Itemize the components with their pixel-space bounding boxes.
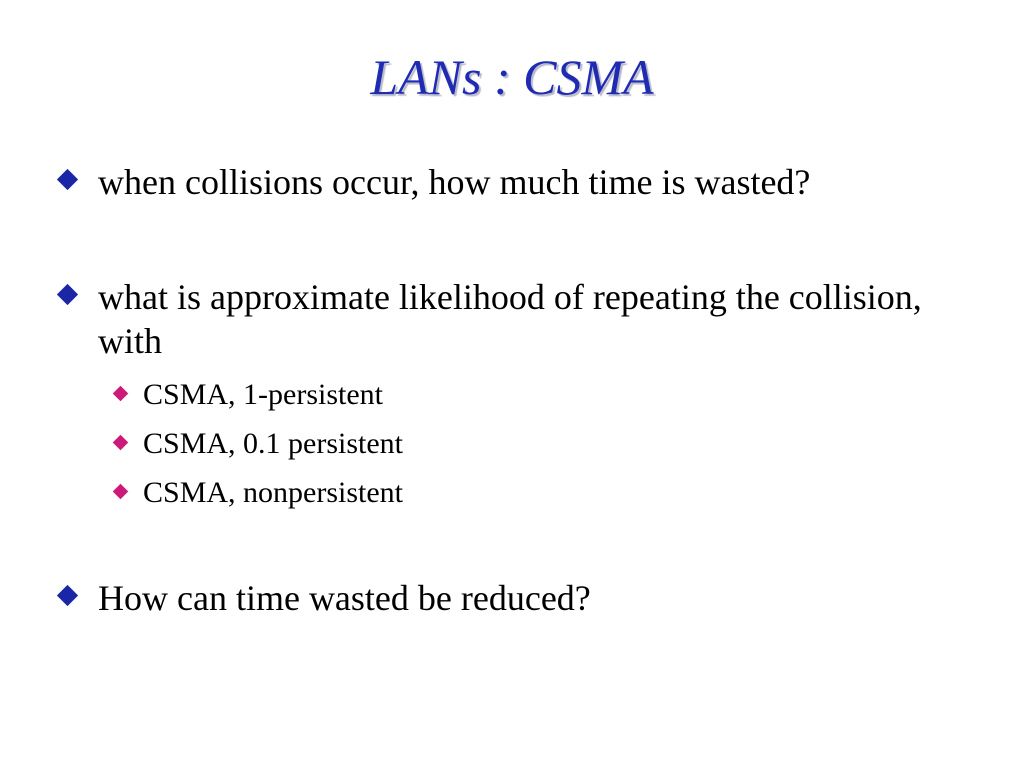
sub-bullet-text: CSMA, 0.1 persistent	[143, 427, 404, 460]
bullet-text: when collisions occur, how much time is wasted?	[98, 162, 811, 202]
sub-bullet-text: CSMA, 1-persistent	[143, 378, 383, 411]
slide-title: LANs : CSMA	[370, 49, 654, 105]
diamond-icon	[113, 435, 129, 451]
sub-bullet-item	[143, 475, 923, 511]
diamond-icon	[113, 484, 129, 500]
sub-bullet-item	[143, 426, 923, 462]
bullet-item	[98, 160, 978, 204]
diamond-icon	[57, 169, 78, 190]
diamond-icon	[57, 585, 78, 606]
diamond-icon	[57, 284, 78, 305]
bullet-item	[98, 275, 978, 363]
sub-bullet-text: CSMA, nonpersistent	[143, 476, 404, 509]
sub-bullet-item	[143, 377, 923, 413]
bullet-item	[98, 576, 978, 620]
diamond-icon	[113, 386, 129, 402]
bullet-text: How can time wasted be reduced?	[98, 578, 591, 618]
bullet-text: what is approximate likelihood of repeating the collision, with	[98, 277, 922, 361]
